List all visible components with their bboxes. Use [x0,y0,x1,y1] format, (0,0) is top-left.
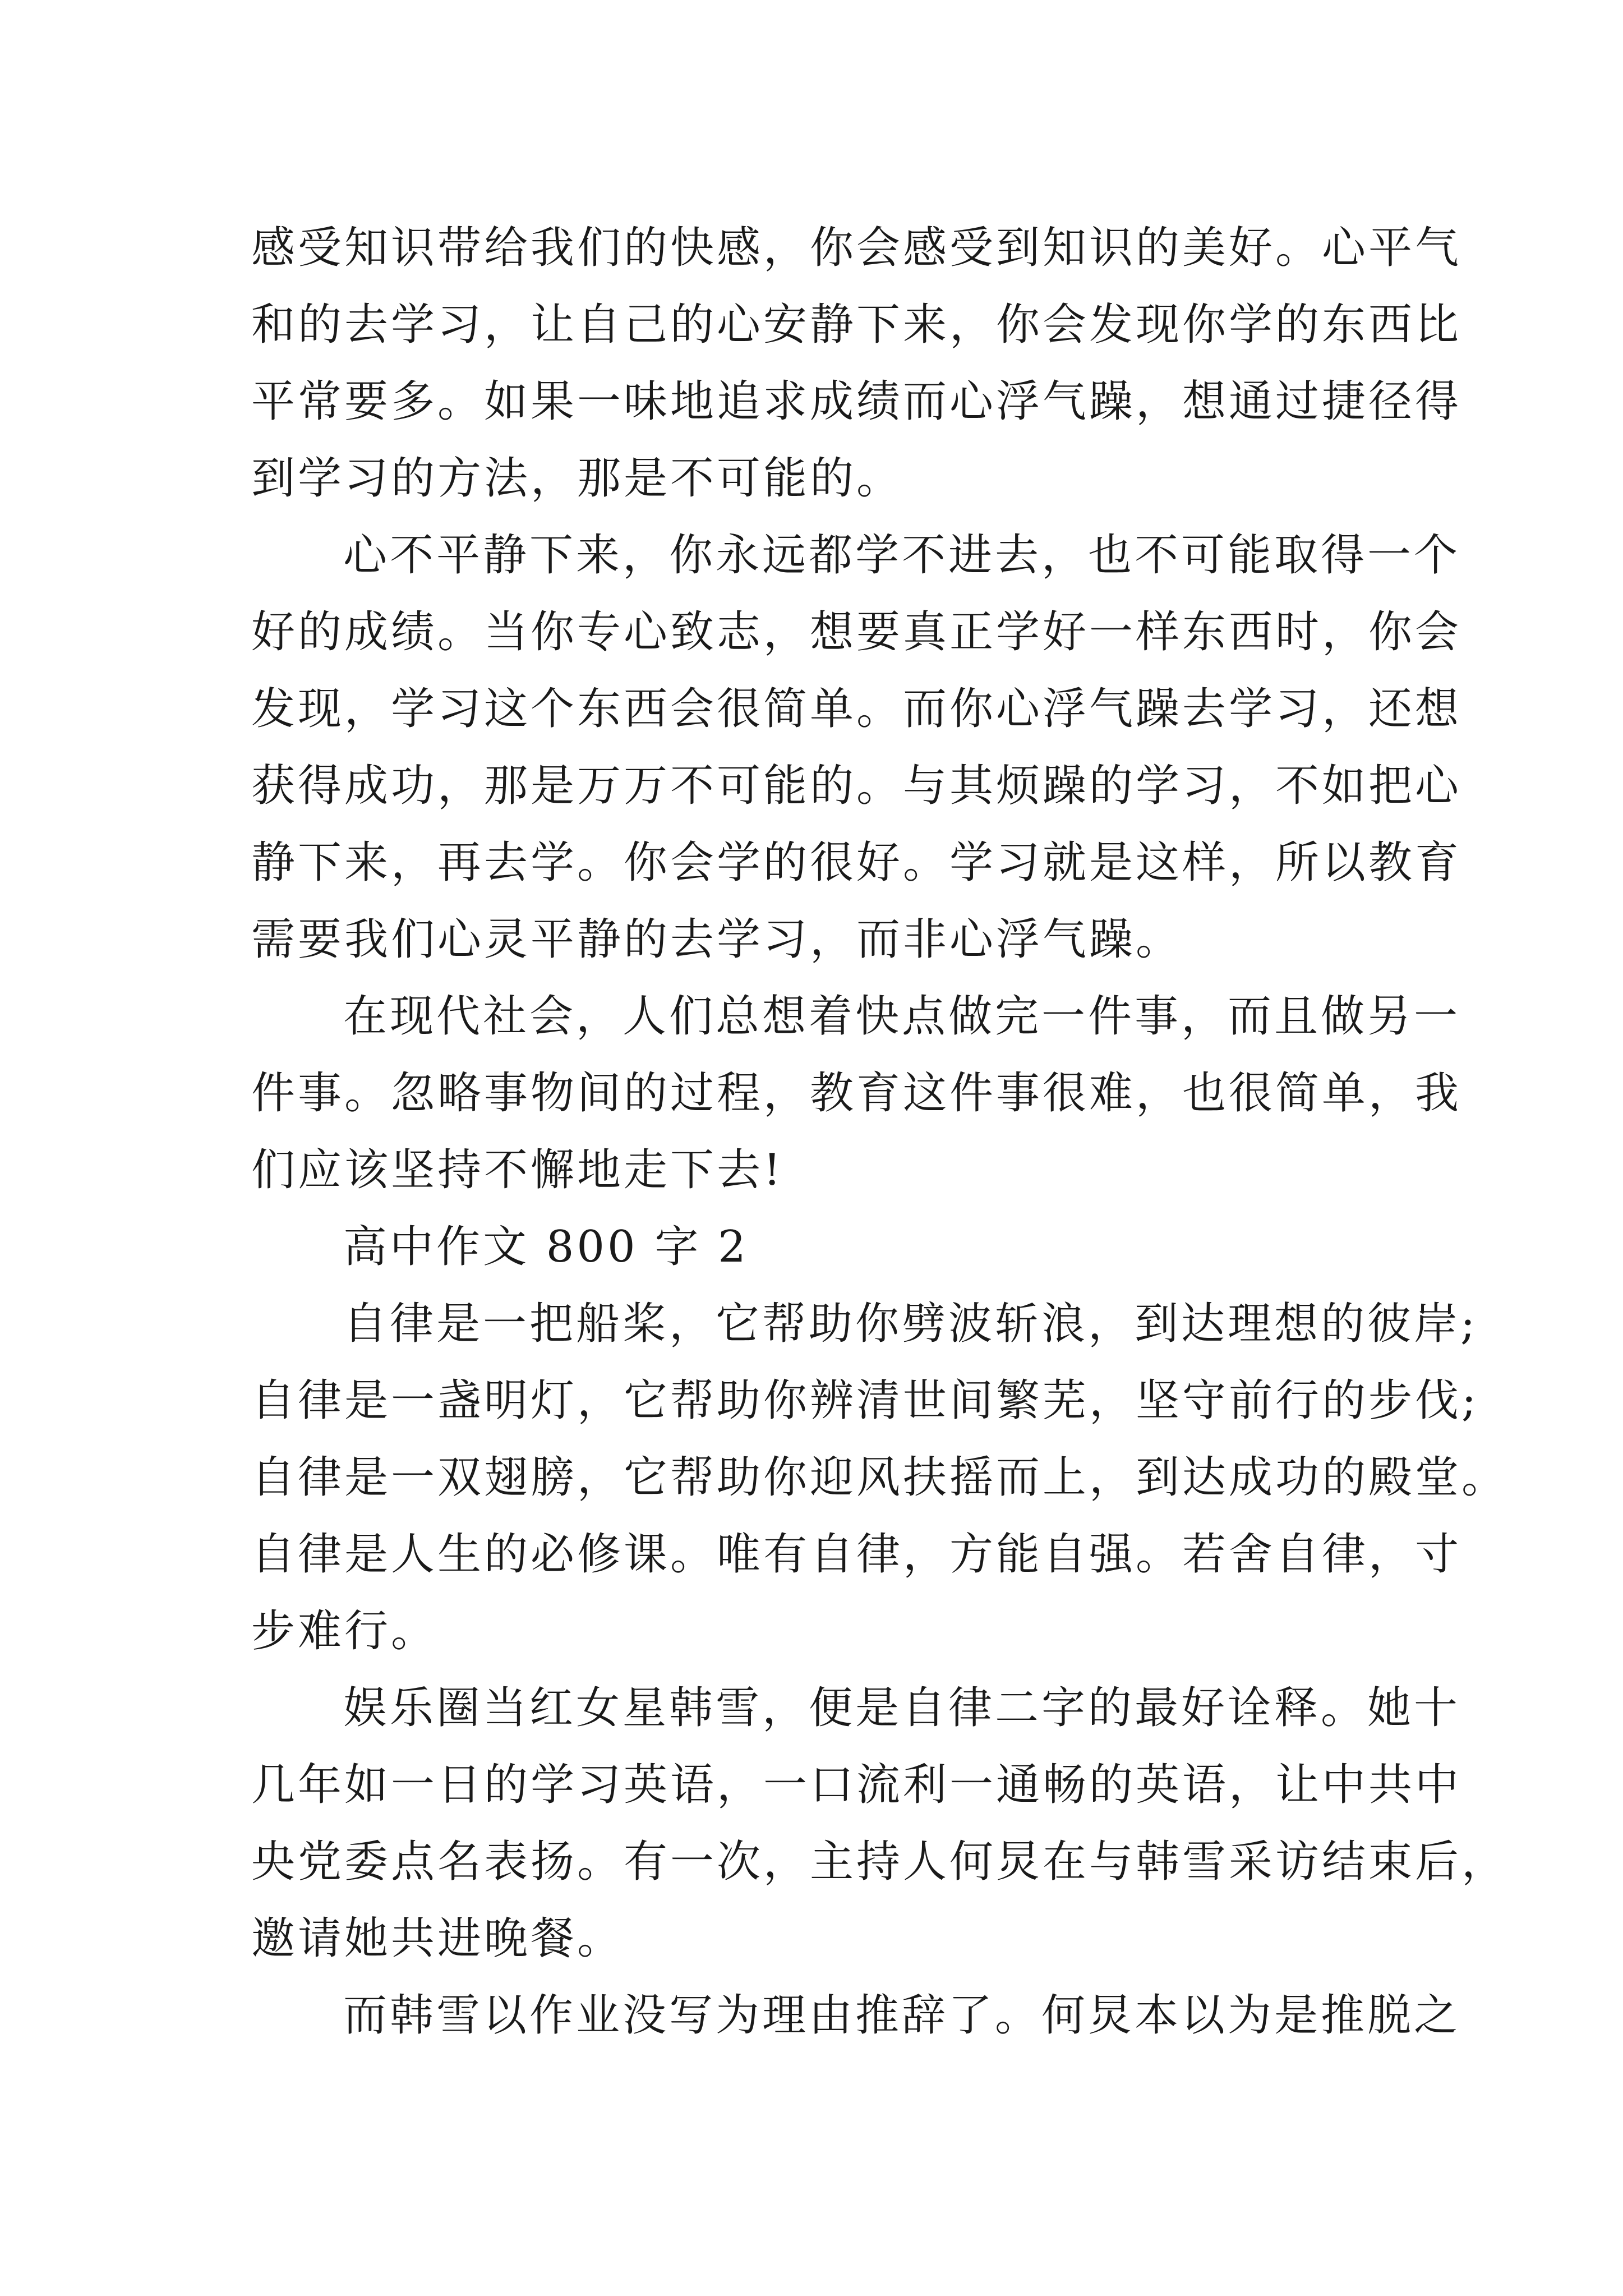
text-line: 获得成功，那是万万不可能的。与其烦躁的学习，不如把心 [251,761,1462,811]
section-heading [251,1209,1384,1286]
text-line: 到学习的方法，那是不可能的。 [251,453,903,504]
text-line: 娱乐圈当红女星韩雪，便是自律二字的最好诠释。她十 [343,1683,1461,1733]
text-line: 央党委点名表扬。有一次，主持人何炅在与韩雪采访结束后， [251,1837,1509,1887]
text-line: 步难行。 [251,1606,438,1657]
paragraph [251,517,1462,978]
text-line: 自律是一双翅膀，它帮助你迎风扶摇而上，到达成功的殿堂。 [251,1452,1509,1503]
paragraph [251,1670,1509,1977]
text-line: 发现，学习这个东西会很简单。而你心浮气躁去学习，还想 [251,684,1462,734]
paragraph [251,978,1462,1209]
heading-text: 高中作文 800 字 2 [343,1222,749,1272]
text-line: 而韩雪以作业没写为理由推辞了。何炅本以为是推脱之 [343,1990,1461,2041]
text-line: 自律是一盏明灯，它帮助你辨清世间繁芜，坚守前行的步伐; [251,1375,1479,1426]
paragraph [251,1977,1461,2054]
text-line: 和的去学习，让自己的心安静下来，你会发现你学的东西比 [251,300,1462,350]
text-line: 邀请她共进晚餐。 [251,1913,624,1964]
body-text [251,210,1509,2054]
paragraph [251,210,1462,517]
text-line: 感受知识带给我们的快感，你会感受到知识的美好。心平气 [251,223,1462,273]
text-line: 心不平静下来，你永远都学不进去，也不可能取得一个 [343,530,1461,581]
text-line: 自律是一把船桨，它帮助你劈波斩浪，到达理想的彼岸; [343,1299,1478,1349]
paragraph [251,1286,1509,1670]
text-line: 平常要多。如果一味地追求成绩而心浮气躁，想通过捷径得 [251,376,1462,427]
text-line: 件事。忽略事物间的过程，教育这件事很难，也很简单，我 [251,1068,1462,1119]
text-line: 自律是人生的必修课。唯有自律，方能自强。若舍自律，寸 [251,1529,1462,1580]
text-line: 在现代社会，人们总想着快点做完一件事，而且做另一 [343,991,1461,1042]
text-line: 好的成绩。当你专心致志，想要真正学好一样东西时，你会 [251,607,1462,657]
text-line: 几年如一日的学习英语，一口流利一通畅的英语，让中共中 [251,1760,1462,1810]
text-line: 静下来，再去学。你会学的很好。学习就是这样，所以教育 [251,838,1462,888]
text-line: 们应该坚持不懈地走下去! [251,1145,784,1195]
text-line: 需要我们心灵平静的去学习，而非心浮气躁。 [251,914,1183,965]
